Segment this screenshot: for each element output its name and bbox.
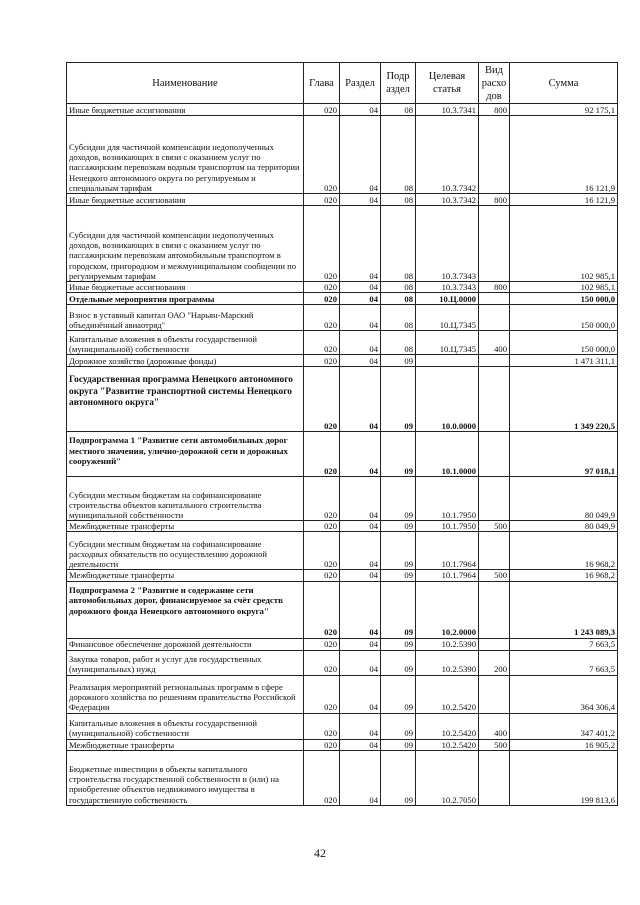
row-razdel: 04 xyxy=(340,104,381,116)
row-target: 10.3.7341 xyxy=(416,104,479,116)
row-podrazdel: 08 xyxy=(381,104,416,116)
row-razdel: 04 xyxy=(340,331,381,355)
row-target: 10.1.7964 xyxy=(416,532,479,570)
table-row xyxy=(67,739,618,750)
budget-table-container xyxy=(66,62,618,806)
row-glava: 020 xyxy=(304,477,340,521)
row-razdel: 04 xyxy=(340,581,381,638)
row-target: 10.3.7343 xyxy=(416,206,479,282)
row-razdel: 04 xyxy=(340,675,381,713)
row-name: Субсидии для частичной компенсации недополученных доходов, возникающих в связи с оказанием услуг по пассажирским перевозкам автомобильным транспортом в городском, пригородном и межмуниципальном сообщении по регулируемым тарифам xyxy=(67,206,304,282)
row-glava: 020 xyxy=(304,355,340,367)
table-row xyxy=(67,116,618,194)
row-podrazdel: 09 xyxy=(381,477,416,521)
row-target: 10.1.0000 xyxy=(416,432,479,477)
row-sum: 1 349 220,5 xyxy=(510,367,618,432)
header-sum: Сумма xyxy=(510,63,618,104)
row-podrazdel: 09 xyxy=(381,638,416,650)
row-vid: 200 xyxy=(479,650,510,675)
table-row xyxy=(67,355,618,367)
row-razdel: 04 xyxy=(340,355,381,367)
row-glava: 020 xyxy=(304,750,340,805)
row-sum: 80 049,9 xyxy=(510,477,618,521)
row-razdel: 04 xyxy=(340,206,381,282)
row-name: Межбюджетные трансферты xyxy=(67,570,304,581)
row-podrazdel: 09 xyxy=(381,713,416,739)
row-vid xyxy=(479,116,510,194)
header-vid: Вид расхо дов xyxy=(479,63,510,104)
row-podrazdel: 08 xyxy=(381,116,416,194)
row-podrazdel: 09 xyxy=(381,532,416,570)
row-glava: 020 xyxy=(304,206,340,282)
row-razdel: 04 xyxy=(340,367,381,432)
row-name: Государственная программа Ненецкого автономного округа "Развитие транспортной системы Ненецкого автономного округа" xyxy=(67,367,304,432)
row-name: Иные бюджетные ассигнования xyxy=(67,282,304,293)
row-glava: 020 xyxy=(304,331,340,355)
row-name: Бюджетные инвестиции в объекты капитального строительства государственной собственности и (или) на приобретение объектов недвижимого имущества в государственную собственность xyxy=(67,750,304,805)
row-sum: 150 000,0 xyxy=(510,331,618,355)
table-row xyxy=(67,650,618,675)
row-glava: 020 xyxy=(304,293,340,305)
row-name: Реализация мероприятий региональных программ в сфере дорожного хозяйства по решениям правительства Российской Федерации xyxy=(67,675,304,713)
row-razdel: 04 xyxy=(340,293,381,305)
row-sum: 102 985,1 xyxy=(510,282,618,293)
row-sum: 92 175,1 xyxy=(510,104,618,116)
row-glava: 020 xyxy=(304,532,340,570)
row-podrazdel: 09 xyxy=(381,367,416,432)
row-vid: 500 xyxy=(479,570,510,581)
row-target: 10.2.5420 xyxy=(416,739,479,750)
row-target: 10.3.7343 xyxy=(416,282,479,293)
row-name: Закупка товаров, работ и услуг для государственных (муниципальных) нужд xyxy=(67,650,304,675)
row-target: 10.Ц.7345 xyxy=(416,305,479,331)
header-razdel: Раздел xyxy=(340,63,381,104)
row-vid: 500 xyxy=(479,521,510,532)
row-sum: 7 663,5 xyxy=(510,650,618,675)
table-row xyxy=(67,532,618,570)
row-vid xyxy=(479,581,510,638)
row-target: 10.2.0000 xyxy=(416,581,479,638)
header-target: Целевая статья xyxy=(416,63,479,104)
row-razdel: 04 xyxy=(340,713,381,739)
row-glava: 020 xyxy=(304,104,340,116)
row-razdel: 04 xyxy=(340,570,381,581)
row-vid: 400 xyxy=(479,713,510,739)
row-glava: 020 xyxy=(304,432,340,477)
row-vid xyxy=(479,532,510,570)
row-sum: 97 018,1 xyxy=(510,432,618,477)
row-vid xyxy=(479,477,510,521)
row-razdel: 04 xyxy=(340,194,381,206)
table-row xyxy=(67,638,618,650)
table-row xyxy=(67,581,618,638)
row-glava: 020 xyxy=(304,638,340,650)
page-number: 42 xyxy=(314,846,326,860)
table-row xyxy=(67,521,618,532)
row-podrazdel: 09 xyxy=(381,355,416,367)
row-vid: 800 xyxy=(479,194,510,206)
row-sum: 347 401,2 xyxy=(510,713,618,739)
row-sum: 80 049,9 xyxy=(510,521,618,532)
row-podrazdel: 08 xyxy=(381,293,416,305)
row-razdel: 04 xyxy=(340,532,381,570)
row-glava: 020 xyxy=(304,367,340,432)
row-vid: 500 xyxy=(479,739,510,750)
row-name: Капитальные вложения в объекты государственной (муниципальной) собственности xyxy=(67,713,304,739)
row-glava: 020 xyxy=(304,650,340,675)
row-target: 10.3.7342 xyxy=(416,194,479,206)
header-glava: Глава xyxy=(304,63,340,104)
row-name: Финансовое обеспечение дорожной деятельности xyxy=(67,638,304,650)
row-razdel: 04 xyxy=(340,305,381,331)
row-glava: 020 xyxy=(304,739,340,750)
row-podrazdel: 08 xyxy=(381,206,416,282)
table-row xyxy=(67,293,618,305)
row-vid xyxy=(479,206,510,282)
table-row xyxy=(67,432,618,477)
budget-table xyxy=(66,62,618,806)
row-target: 10.Ц.0000 xyxy=(416,293,479,305)
row-vid xyxy=(479,305,510,331)
row-razdel: 04 xyxy=(340,432,381,477)
row-glava: 020 xyxy=(304,675,340,713)
row-target: 10.2.7050 xyxy=(416,750,479,805)
row-podrazdel: 08 xyxy=(381,305,416,331)
row-sum: 16 121,9 xyxy=(510,194,618,206)
row-razdel: 04 xyxy=(340,638,381,650)
row-name: Отдельные мероприятия программы xyxy=(67,293,304,305)
row-name: Межбюджетные трансферты xyxy=(67,521,304,532)
row-target: 10.1.7950 xyxy=(416,477,479,521)
row-target: 10.2.5390 xyxy=(416,650,479,675)
table-row xyxy=(67,282,618,293)
table-row xyxy=(67,477,618,521)
table-row xyxy=(67,750,618,805)
row-target: 10.1.7964 xyxy=(416,570,479,581)
row-glava: 020 xyxy=(304,521,340,532)
table-row xyxy=(67,305,618,331)
row-target: 10.2.5390 xyxy=(416,638,479,650)
row-sum: 199 813,6 xyxy=(510,750,618,805)
row-name: Субсидии для частичной компенсации недополученных доходов, возникающих в связи с оказанием услуг по пассажирским перевозкам водным транспортом на территории Ненецкого автономного округа по регулируемым и специальным тарифам xyxy=(67,116,304,194)
row-vid xyxy=(479,367,510,432)
row-podrazdel: 09 xyxy=(381,432,416,477)
row-glava: 020 xyxy=(304,305,340,331)
row-glava: 020 xyxy=(304,282,340,293)
row-glava: 020 xyxy=(304,713,340,739)
table-row xyxy=(67,206,618,282)
row-podrazdel: 08 xyxy=(381,331,416,355)
row-sum: 150 000,0 xyxy=(510,293,618,305)
row-target: 10.2.5420 xyxy=(416,675,479,713)
row-podrazdel: 08 xyxy=(381,194,416,206)
row-vid xyxy=(479,293,510,305)
row-glava: 020 xyxy=(304,570,340,581)
row-razdel: 04 xyxy=(340,116,381,194)
row-razdel: 04 xyxy=(340,521,381,532)
row-target: 10.3.7342 xyxy=(416,116,479,194)
row-podrazdel: 09 xyxy=(381,675,416,713)
row-razdel: 04 xyxy=(340,477,381,521)
table-header-row xyxy=(67,63,618,104)
row-sum: 150 000,0 xyxy=(510,305,618,331)
row-glava: 020 xyxy=(304,581,340,638)
row-vid xyxy=(479,675,510,713)
row-target: 10.0.0000 xyxy=(416,367,479,432)
row-sum: 1 471 311,1 xyxy=(510,355,618,367)
row-podrazdel: 09 xyxy=(381,570,416,581)
row-name: Взнос в уставный капитал ОАО "Нарьян-Марский объединённый авиаотряд" xyxy=(67,305,304,331)
row-name: Субсидии местным бюджетам на софинансирование строительства объектов капитального строительства муниципальной собственности xyxy=(67,477,304,521)
table-row xyxy=(67,367,618,432)
row-podrazdel: 09 xyxy=(381,750,416,805)
table-row xyxy=(67,104,618,116)
row-target xyxy=(416,355,479,367)
row-podrazdel: 09 xyxy=(381,650,416,675)
row-sum: 1 243 089,3 xyxy=(510,581,618,638)
row-razdel: 04 xyxy=(340,282,381,293)
table-row xyxy=(67,675,618,713)
row-glava: 020 xyxy=(304,194,340,206)
row-vid: 800 xyxy=(479,104,510,116)
row-podrazdel: 09 xyxy=(381,581,416,638)
row-podrazdel: 08 xyxy=(381,282,416,293)
row-podrazdel: 09 xyxy=(381,739,416,750)
row-name: Капитальные вложения в объекты государственной (муниципальной) собственности xyxy=(67,331,304,355)
row-sum: 16 905,2 xyxy=(510,739,618,750)
row-razdel: 04 xyxy=(340,750,381,805)
row-name: Иные бюджетные ассигнования xyxy=(67,194,304,206)
row-name: Подпрограмма 1 "Развитие сети автомобильных дорог местного значения, улично-дорожной сети и дорожных сооружений" xyxy=(67,432,304,477)
row-name: Межбюджетные трансферты xyxy=(67,739,304,750)
row-sum: 7 663,5 xyxy=(510,638,618,650)
row-glava: 020 xyxy=(304,116,340,194)
row-sum: 16 968,2 xyxy=(510,532,618,570)
row-vid xyxy=(479,432,510,477)
row-vid: 400 xyxy=(479,331,510,355)
row-target: 10.1.7950 xyxy=(416,521,479,532)
table-row xyxy=(67,570,618,581)
row-target: 10.Ц.7345 xyxy=(416,331,479,355)
row-sum: 16 121,9 xyxy=(510,116,618,194)
table-row xyxy=(67,713,618,739)
row-sum: 364 306,4 xyxy=(510,675,618,713)
header-name: Наименование xyxy=(67,63,304,104)
row-name: Подпрограмма 2 "Развитие и содержание сети автомобильных дорог, финансируемое за счёт средств дорожного фонда Ненецкого автономного округа" xyxy=(67,581,304,638)
row-name: Субсидии местным бюджетам на софинансирование расходных обязательств по осуществлению дорожной деятельности xyxy=(67,532,304,570)
row-sum: 102 985,1 xyxy=(510,206,618,282)
table-row xyxy=(67,194,618,206)
row-razdel: 04 xyxy=(340,650,381,675)
row-vid xyxy=(479,750,510,805)
row-sum: 16 968,2 xyxy=(510,570,618,581)
table-row xyxy=(67,331,618,355)
row-razdel: 04 xyxy=(340,739,381,750)
header-podrazdel: Подр аздел xyxy=(381,63,416,104)
row-vid xyxy=(479,355,510,367)
row-target: 10.2.5420 xyxy=(416,713,479,739)
row-name: Дорожное хозяйство (дорожные фонды) xyxy=(67,355,304,367)
row-name: Иные бюджетные ассигнования xyxy=(67,104,304,116)
row-vid xyxy=(479,638,510,650)
row-podrazdel: 09 xyxy=(381,521,416,532)
row-vid: 800 xyxy=(479,282,510,293)
